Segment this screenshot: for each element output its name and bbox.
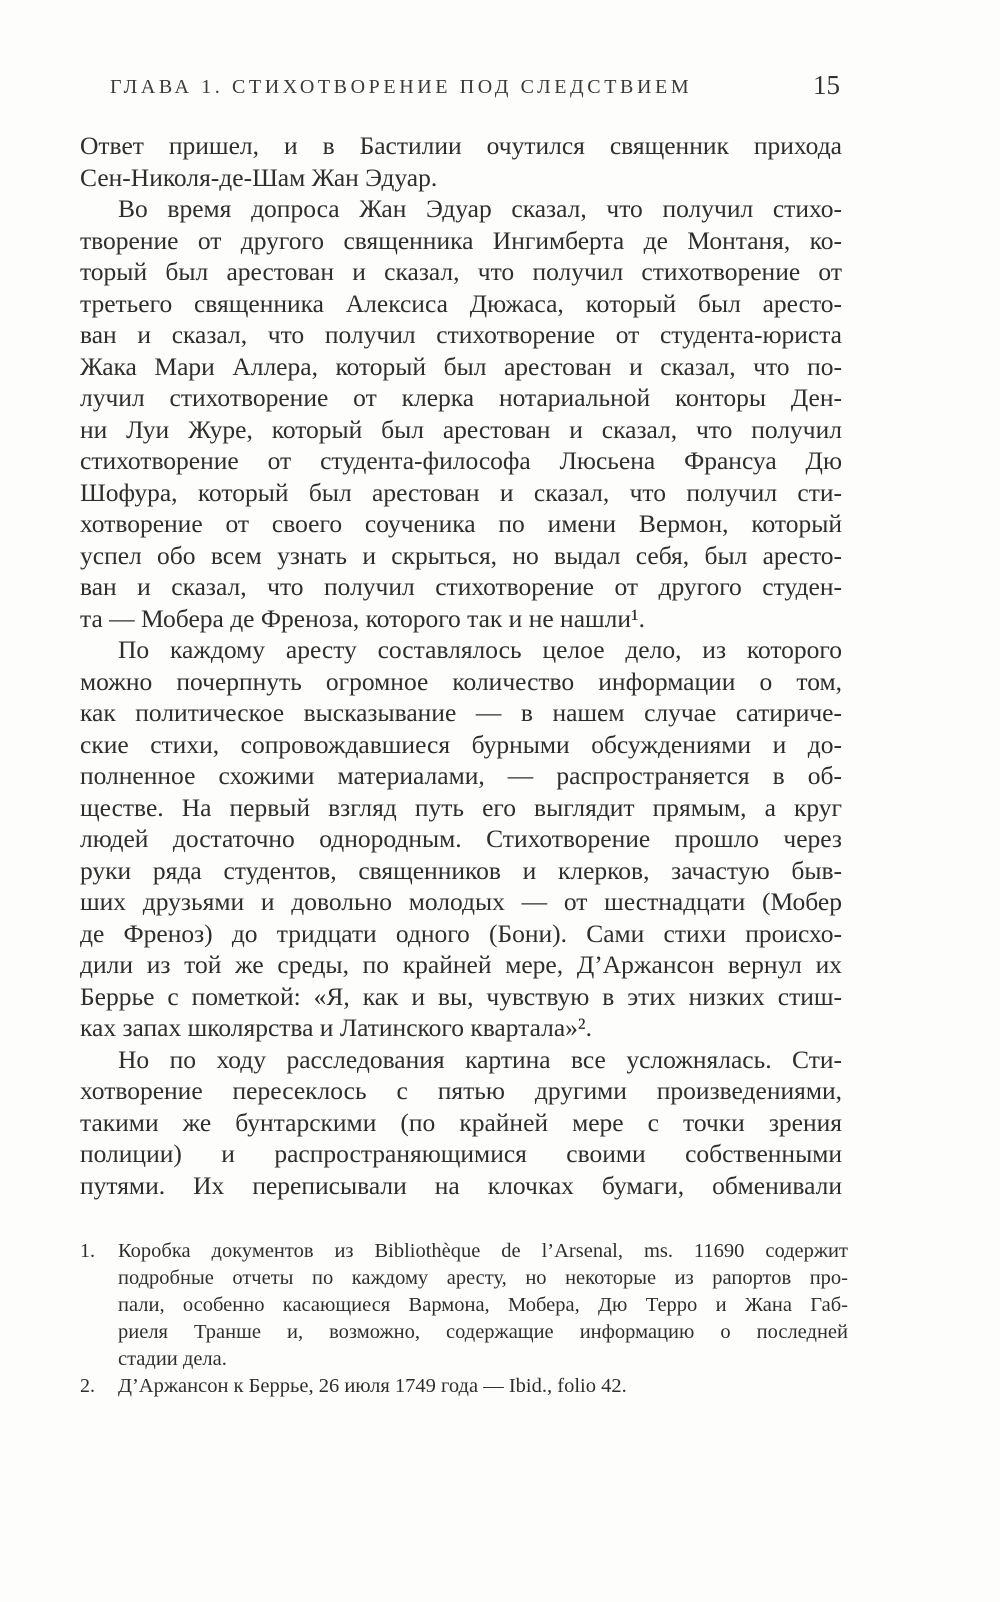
page-header bbox=[110, 70, 840, 110]
footnote bbox=[80, 1238, 848, 1373]
text-line: торый был арестован и сказал, что получил стихотворение от bbox=[80, 257, 842, 286]
text-line: ших друзьями и довольно молодых — от шестнадцати (Мобер bbox=[80, 887, 842, 916]
text-line: Жака Мари Аллера, который был арестован и сказал, что по- bbox=[80, 351, 842, 381]
paragraph bbox=[80, 193, 842, 634]
text-line: де Френоз) до тридцати одного (Бони). Сами стихи происхо- bbox=[80, 918, 842, 948]
footnote-line: Коробка документов из Bibliothèque de l’Arsenal, ms. 11690 содержит bbox=[118, 1240, 848, 1262]
text-line: можно почерпнуть огромное количество информации о том, bbox=[80, 666, 842, 696]
text-line: дили из той же среды, по крайней мере, Д’Аржансон вернул их bbox=[80, 950, 842, 979]
text-line: руки ряда студентов, священников и клерков, зачастую быв- bbox=[80, 855, 842, 885]
text-line: полненное схожими материалами, — распространяется в об- bbox=[80, 761, 842, 790]
paragraph bbox=[80, 130, 842, 193]
text-line: та — Мобера де Френоза, которого так и не нашли¹. bbox=[80, 603, 646, 633]
text-line: людей достаточно однородным. Стихотворение прошло через bbox=[80, 824, 842, 853]
text-line: По каждому аресту составлялось целое дело, из которого bbox=[118, 635, 842, 664]
text-line: творение от другого священника Ингимберта де Монтаня, ко- bbox=[80, 225, 842, 255]
footnote-line: пали, особенно касающиеся Вармона, Мобера, Дю Терро и Жана Габ- bbox=[118, 1294, 848, 1316]
paragraph bbox=[80, 634, 842, 1044]
footnote-line: риеля Транше и, возможно, содержащие информацию о последней bbox=[118, 1321, 848, 1343]
text-line: хотворение от своего соученика по имени Вермон, который bbox=[80, 509, 842, 538]
text-line: ни Луи Журе, который был арестован и сказал, что получил bbox=[80, 414, 842, 444]
footnotes bbox=[80, 1238, 848, 1400]
text-line: ван и сказал, что получил стихотворение от другого студен- bbox=[80, 572, 842, 601]
footnote-line: подробные отчеты по каждому аресту, но некоторые из рапортов про- bbox=[118, 1267, 848, 1289]
text-line: Сен-Николя-де-Шам Жан Эдуар. bbox=[80, 162, 438, 192]
running-title: ГЛАВА 1. СТИХОТВОРЕНИЕ ПОД СЛЕДСТВИЕМ bbox=[110, 76, 693, 98]
text-line: путями. Их переписывали на клочках бумаги, обменивали bbox=[80, 1170, 842, 1200]
text-line: полиции) и распространяющимися своими собственными bbox=[80, 1139, 842, 1168]
footnote bbox=[80, 1373, 848, 1400]
text-line: третьего священника Алексиса Дюжаса, который был аресто- bbox=[80, 288, 842, 318]
paragraph bbox=[80, 1044, 842, 1202]
footnote-line: Д’Аржансон к Беррье, 26 июля 1749 года — Ibid., folio 42. bbox=[118, 1375, 627, 1397]
text-line: Шофура, который был арестован и сказал, что получил сти- bbox=[80, 477, 842, 507]
text-line: стихотворение от студента-философа Люсьена Франсуа Дю bbox=[80, 446, 842, 475]
footnote-line: стадии дела. bbox=[118, 1348, 227, 1370]
body-text bbox=[80, 130, 842, 1201]
text-line: ществе. На первый взгляд путь его выглядит прямым, а круг bbox=[80, 792, 842, 822]
text-line: Но по ходу расследования картина все усложнялась. Сти- bbox=[118, 1044, 842, 1074]
text-line: ках запах школярства и Латинского квартала»². bbox=[80, 1013, 592, 1042]
text-line: Во время допроса Жан Эдуар сказал, что получил стихо- bbox=[118, 194, 842, 223]
text-line: такими же бунтарскими (по крайней мере с точки зрения bbox=[80, 1107, 842, 1137]
footnote-number: 1. bbox=[80, 1240, 95, 1262]
text-line: как политическое высказывание — в нашем случае сатириче- bbox=[80, 698, 842, 727]
text-line: ван и сказал, что получил стихотворение от студента-юриста bbox=[80, 320, 842, 349]
text-line: Беррье с пометкой: «Я, как и вы, чувствую в этих низких стиш- bbox=[80, 981, 842, 1011]
text-line: успел обо всем узнать и скрыться, но выдал себя, был аресто- bbox=[80, 540, 842, 570]
footnote-number: 2. bbox=[80, 1375, 95, 1397]
text-line: лучил стихотворение от клерка нотариальной конторы Ден- bbox=[80, 383, 842, 412]
text-line: Ответ пришел, и в Бастилии очутился священник прихода bbox=[80, 131, 842, 160]
page-number: 15 bbox=[813, 70, 840, 100]
text-line: ские стихи, сопровождавшиеся бурными обсуждениями и до- bbox=[80, 729, 842, 759]
text-line: хотворение пересеклось с пятью другими произведениями, bbox=[80, 1076, 842, 1105]
